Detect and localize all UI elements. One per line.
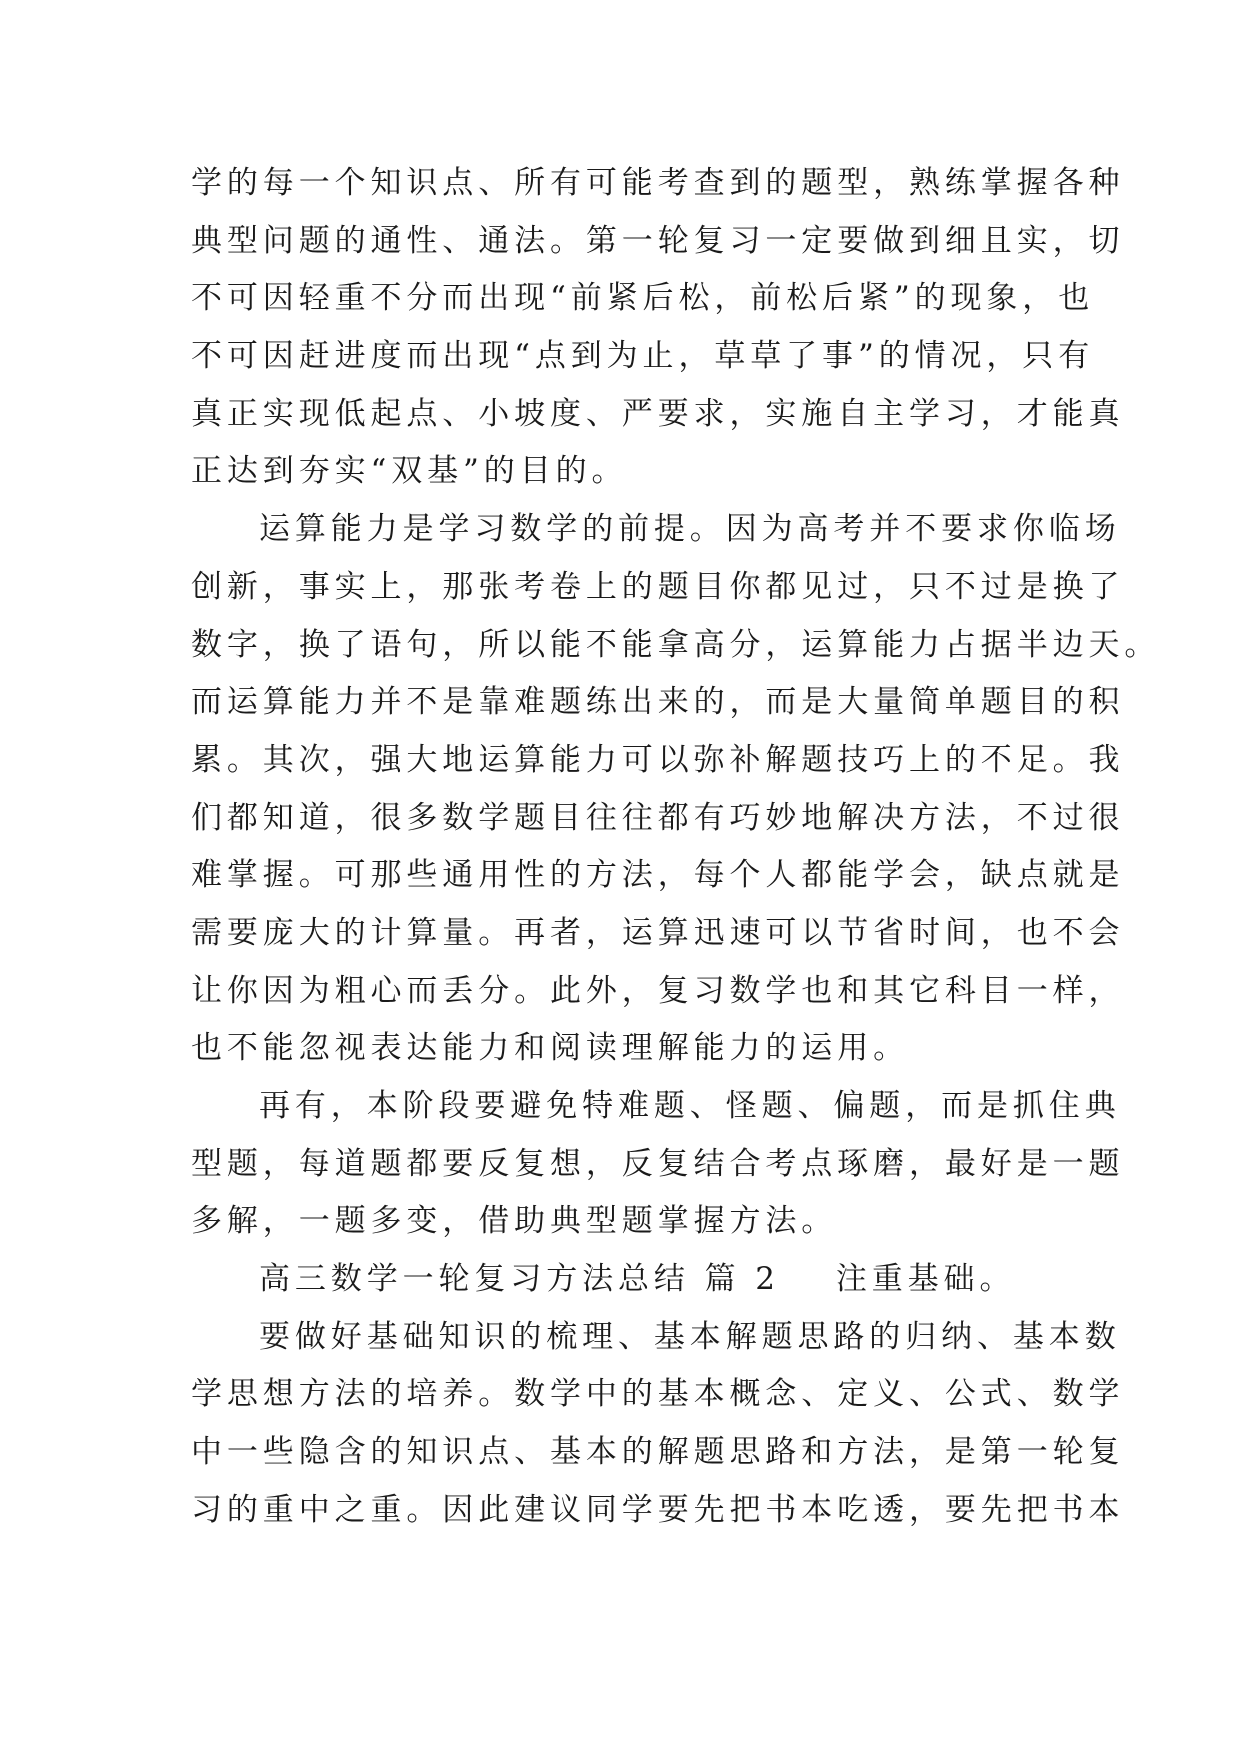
text-line: 要做好基础知识的梳理、基本解题思路的归纳、基本数 [259, 1318, 1121, 1355]
text-line: 典型问题的通性、通法。第一轮复习一定要做到细且实，切 [191, 222, 1125, 259]
text-line: 需要庞大的计算量。再者，运算迅速可以节省时间，也不会 [191, 914, 1125, 951]
text-line: 习的重中之重。因此建议同学要先把书本吃透，要先把书本 [191, 1491, 1125, 1528]
text-line: 不可因赶进度而出现“点到为止，草草了事”的情况，只有 [191, 338, 1095, 375]
text-line: 再有，本阶段要避免特难题、怪题、偏题，而是抓住典 [259, 1088, 1121, 1124]
text-line: 也不能忽视表达能力和阅读理解能力的运用。 [191, 1030, 909, 1067]
text-line: 不可因轻重不分而出现“前紧后松，前松后紧”的现象，也 [191, 280, 1095, 317]
heading-title: 高三数学一轮复习方法总结 [259, 1261, 690, 1298]
text-line: 让你因为粗心而丢分。此外，复习数学也和其它科目一样， [191, 972, 1125, 1009]
text-line: 运算能力是学习数学的前提。因为高考并不要求你临场 [259, 511, 1121, 548]
section-heading [191, 1251, 1053, 1309]
text-line: 学的每一个知识点、所有可能考查到的题型，熟练掌握各种 [191, 165, 1125, 201]
text-line: 学思想方法的培养。数学中的基本概念、定义、公式、数学 [191, 1376, 1125, 1413]
text-line: 难掌握。可那些通用性的方法，每个人都能学会，缺点就是 [191, 857, 1125, 894]
text-line: 多解，一题多变，借助典型题掌握方法。 [191, 1203, 838, 1240]
text-line: 累。其次，强大地运算能力可以弥补解题技巧上的不足。我 [191, 741, 1125, 778]
text-line: 真正实现低起点、小坡度、严要求，实施自主学习，才能真 [191, 395, 1125, 432]
text-line: 数字，换了语句，所以能不能拿高分，运算能力占据半边天。 [191, 626, 1161, 663]
heading-part: 篇 2 [704, 1261, 780, 1298]
text-line: 中一些隐含的知识点、基本的解题思路和方法，是第一轮复 [191, 1434, 1125, 1471]
text-line: 们都知道，很多数学题目往往都有巧妙地解决方法，不过很 [191, 799, 1125, 836]
document-page [191, 155, 1161, 1540]
text-line: 型题，每道题都要反复想，反复结合考点琢磨，最好是一题 [191, 1145, 1125, 1182]
text-line: 创新，事实上，那张考卷上的题目你都见过，只不过是换了 [191, 568, 1125, 605]
heading-subtitle: 注重基础。 [835, 1261, 1016, 1298]
text-line: 正达到夯实“双基”的目的。 [191, 453, 628, 490]
text-line: 而运算能力并不是靠难题练出来的，而是大量简单题目的积 [191, 684, 1125, 721]
